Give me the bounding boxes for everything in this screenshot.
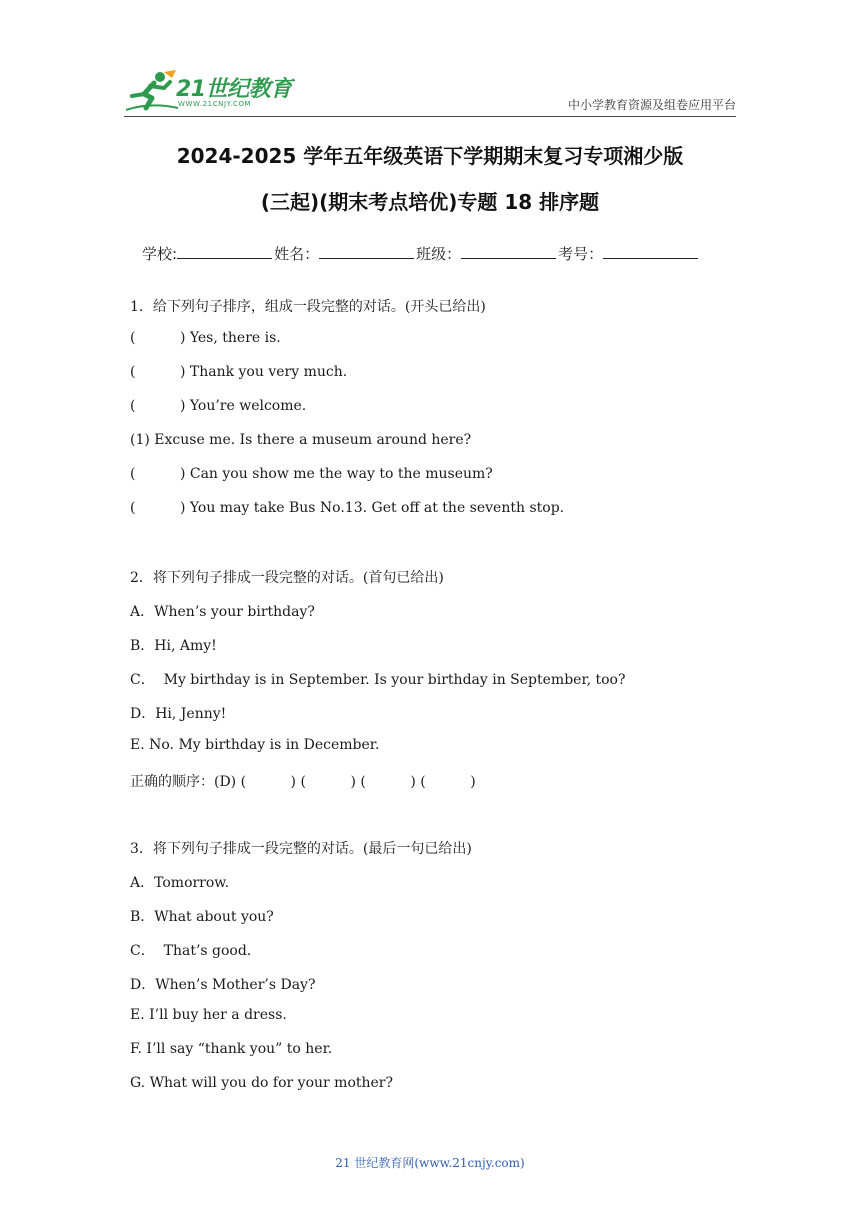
logo-text: 21世纪教育	[176, 77, 292, 102]
q1-line: ( ) Yes, there is.	[130, 330, 281, 346]
q1-prompt: 1．给下列句子排序，组成一段完整的对话。(开头已给出)	[130, 299, 486, 315]
q2-answer-order: 正确的顺序：(D) ( ) ( ) ( ) ( )	[130, 774, 476, 790]
q1-line: ( ) You’re welcome.	[130, 398, 307, 414]
page-title-line-2: (三起)(期末考点培优)专题 18 排序题	[260, 190, 600, 214]
number-label: 考号：	[558, 245, 604, 263]
runner-logo-icon	[124, 70, 180, 114]
class-blank[interactable]	[461, 244, 556, 259]
q1-line: ( ) Can you show me the way to the museum?	[130, 466, 493, 482]
q2-option: E. No. My birthday is in December.	[130, 737, 380, 753]
name-label: 姓名：	[274, 245, 320, 263]
q2-option: B．Hi, Amy!	[130, 638, 217, 654]
q1-line: ( ) Thank you very much.	[130, 364, 348, 380]
q3-option: F. I’ll say “thank you” to her.	[130, 1041, 333, 1057]
school-blank[interactable]	[177, 244, 272, 259]
q1-line: ( ) You may take Bus No.13. Get off at the seventh stop.	[130, 500, 565, 516]
page-title-line-1: 2024-2025 学年五年级英语下学期期末复习专项湘少版	[176, 144, 684, 168]
class-label: 班级：	[416, 245, 462, 263]
student-info-row	[142, 243, 700, 264]
page-footer[interactable]: 21 世纪教育网(www.21cnjy.com)	[335, 1156, 525, 1170]
q1-line: (1) Excuse me. Is there a museum around here?	[130, 432, 472, 448]
number-blank[interactable]	[603, 244, 698, 259]
name-blank[interactable]	[319, 244, 414, 259]
q2-option: C． My birthday is in September. Is your birthday in September, too?	[130, 672, 626, 688]
q3-option: D．When’s Mother’s Day?	[130, 977, 316, 993]
logo-subtext: WWW.21CNJY.COM	[178, 100, 252, 108]
page-header	[124, 66, 736, 116]
q3-option: A．Tomorrow.	[130, 875, 230, 891]
q3-option: E. I’ll buy her a dress.	[130, 1007, 287, 1023]
q3-option: C． That’s good.	[130, 943, 252, 959]
q3-option: B．What about you?	[130, 909, 274, 925]
q3-option: G. What will you do for your mother?	[130, 1075, 394, 1091]
q2-option: D．Hi, Jenny!	[130, 706, 227, 722]
site-logo	[124, 70, 294, 114]
platform-label: 中小学教育资源及组卷应用平台	[567, 98, 736, 112]
q2-prompt: 2．将下列句子排成一段完整的对话。(首句已给出)	[130, 570, 444, 586]
header-divider	[124, 116, 736, 117]
school-label: 学校:	[142, 245, 178, 263]
q2-option: A．When’s your birthday?	[130, 604, 315, 620]
q3-prompt: 3．将下列句子排成一段完整的对话。(最后一句已给出)	[130, 841, 472, 857]
